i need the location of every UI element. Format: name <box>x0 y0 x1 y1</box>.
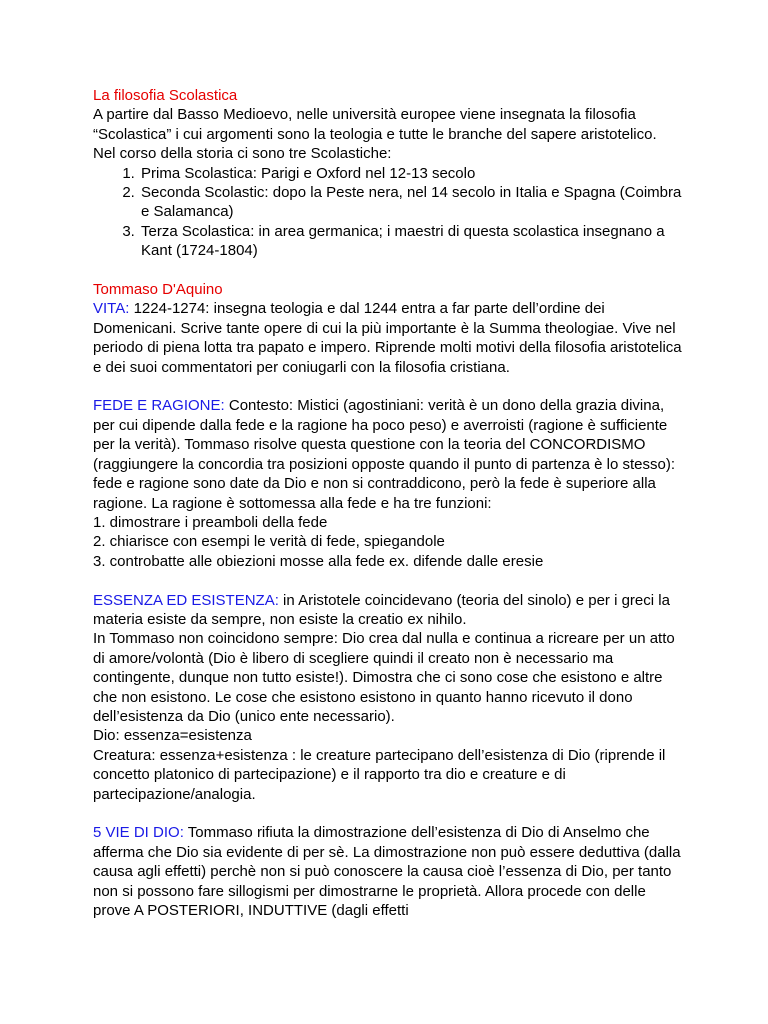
list-item: 3. Terza Scolastica: in area germanica; i maestri di questa scolastica insegnano a Kant (1724-1804) <box>139 222 683 261</box>
essenza-text: in Aristotele coincidevano (teoria del sinolo) e per i greci la materia esiste da sempre, non esiste la creatio ex nihilo. <box>93 591 670 628</box>
vita-text: 1224-1274: insegna teologia e dal 1244 entra a far parte dell’ordine dei Domenicani. Scrive tante opere di cui la più importante è la Summa theologiae. Vive nel periodo di piena lotta tra papato e impero. Riprende molti motivi della filosofia aristotelica e dei suoi commentatori per coniugarli con la filosofia cristiana. <box>93 300 682 376</box>
vita-label: VITA: <box>93 300 130 318</box>
essenza-label: ESSENZA ED ESISTENZA: <box>93 591 279 609</box>
essenza-paragraph-2: In Tommaso non coincidono sempre: Dio crea dal nulla e continua a ricreare per un atto di amore/volontà (Dio è libero di scegliere quindi il creato non è necessario ma contingente, dunque non tutto esiste!). Dimostra che ci sono cose che esistono e altre che non esistono. Le cose che esistono esistono in quanto hanno ricevuto il dono dell’esistenza da Dio (unico ente necessario). <box>93 630 675 725</box>
essenza-dio-line: Dio: essenza=esistenza <box>93 727 252 745</box>
essenza-paragraph <box>93 591 683 630</box>
fede-function-3: 3. controbatte alle obiezioni mosse alla fede ex. difende dalle eresie <box>93 552 544 570</box>
vie-label: 5 VIE DI DIO: <box>93 824 184 842</box>
vita-paragraph <box>93 299 683 377</box>
fede-paragraph <box>93 396 683 512</box>
scolastiche-list <box>93 164 683 261</box>
vie-paragraph <box>93 823 683 920</box>
fede-function-1: 1. dimostrare i preamboli della fede <box>93 513 328 531</box>
fede-function-2: 2. chiarisce con esempi le verità di fede, spiegandole <box>93 533 445 551</box>
essenza-creatura-line: Creatura: essenza+esistenza : le creature partecipano dell’esistenza di Dio (riprende il concetto platonico di partecipazione) e il rapporto tra dio e creature e di partecipazione/analogia. <box>93 746 666 803</box>
section-title-tommaso: Tommaso D'Aquino <box>93 281 223 299</box>
document-body <box>93 86 683 920</box>
list-item: 2. Seconda Scolastic: dopo la Peste nera, nel 14 secolo in Italia e Spagna (Coimbra e Salamanca) <box>139 183 683 222</box>
intro-paragraph: A partire dal Basso Medioevo, nelle università europee viene insegnata la filosofia “Scolastica” i cui argomenti sono la teologia e tutte le branche del sapere aristotelico. <box>93 106 657 143</box>
list-item: 1. Prima Scolastica: Parigi e Oxford nel 12-13 secolo <box>139 164 683 183</box>
fede-text: Contesto: Mistici (agostiniani: verità è un dono della grazia divina, per cui dipende dalla fede e la ragione ha poco peso) e averroisti (ragione è sufficiente per la verità). Tommaso risolve questa questione con la teoria del CONCORDISMO (raggiungere la concordia tra posizioni opposte quando il punto di partenza è lo stesso): fede e ragione sono date da Dio e non si contraddicono, però la fede è superiore alla ragione. La ragione è sottomessa alla fede e ha tre funzioni: <box>93 397 676 512</box>
fede-label: FEDE E RAGIONE: <box>93 397 225 415</box>
intro-lead: Nel corso della storia ci sono tre Scolastiche: <box>93 145 392 163</box>
section-title-scolastica: La filosofia Scolastica <box>93 87 238 104</box>
vie-text: Tommaso rifiuta la dimostrazione dell’esistenza di Dio di Anselmo che afferma che Dio sia evidente di per sè. La dimostrazione non può essere deduttiva (dalla causa agli effetti) perchè non si può conoscere la causa cioè l’essenza di Dio, per tanto non si possono fare sillogismi per dimostrarne le proprietà. Allora procede con delle prove A POSTERIORI, INDUTTIVE (dagli effetti <box>93 824 681 919</box>
